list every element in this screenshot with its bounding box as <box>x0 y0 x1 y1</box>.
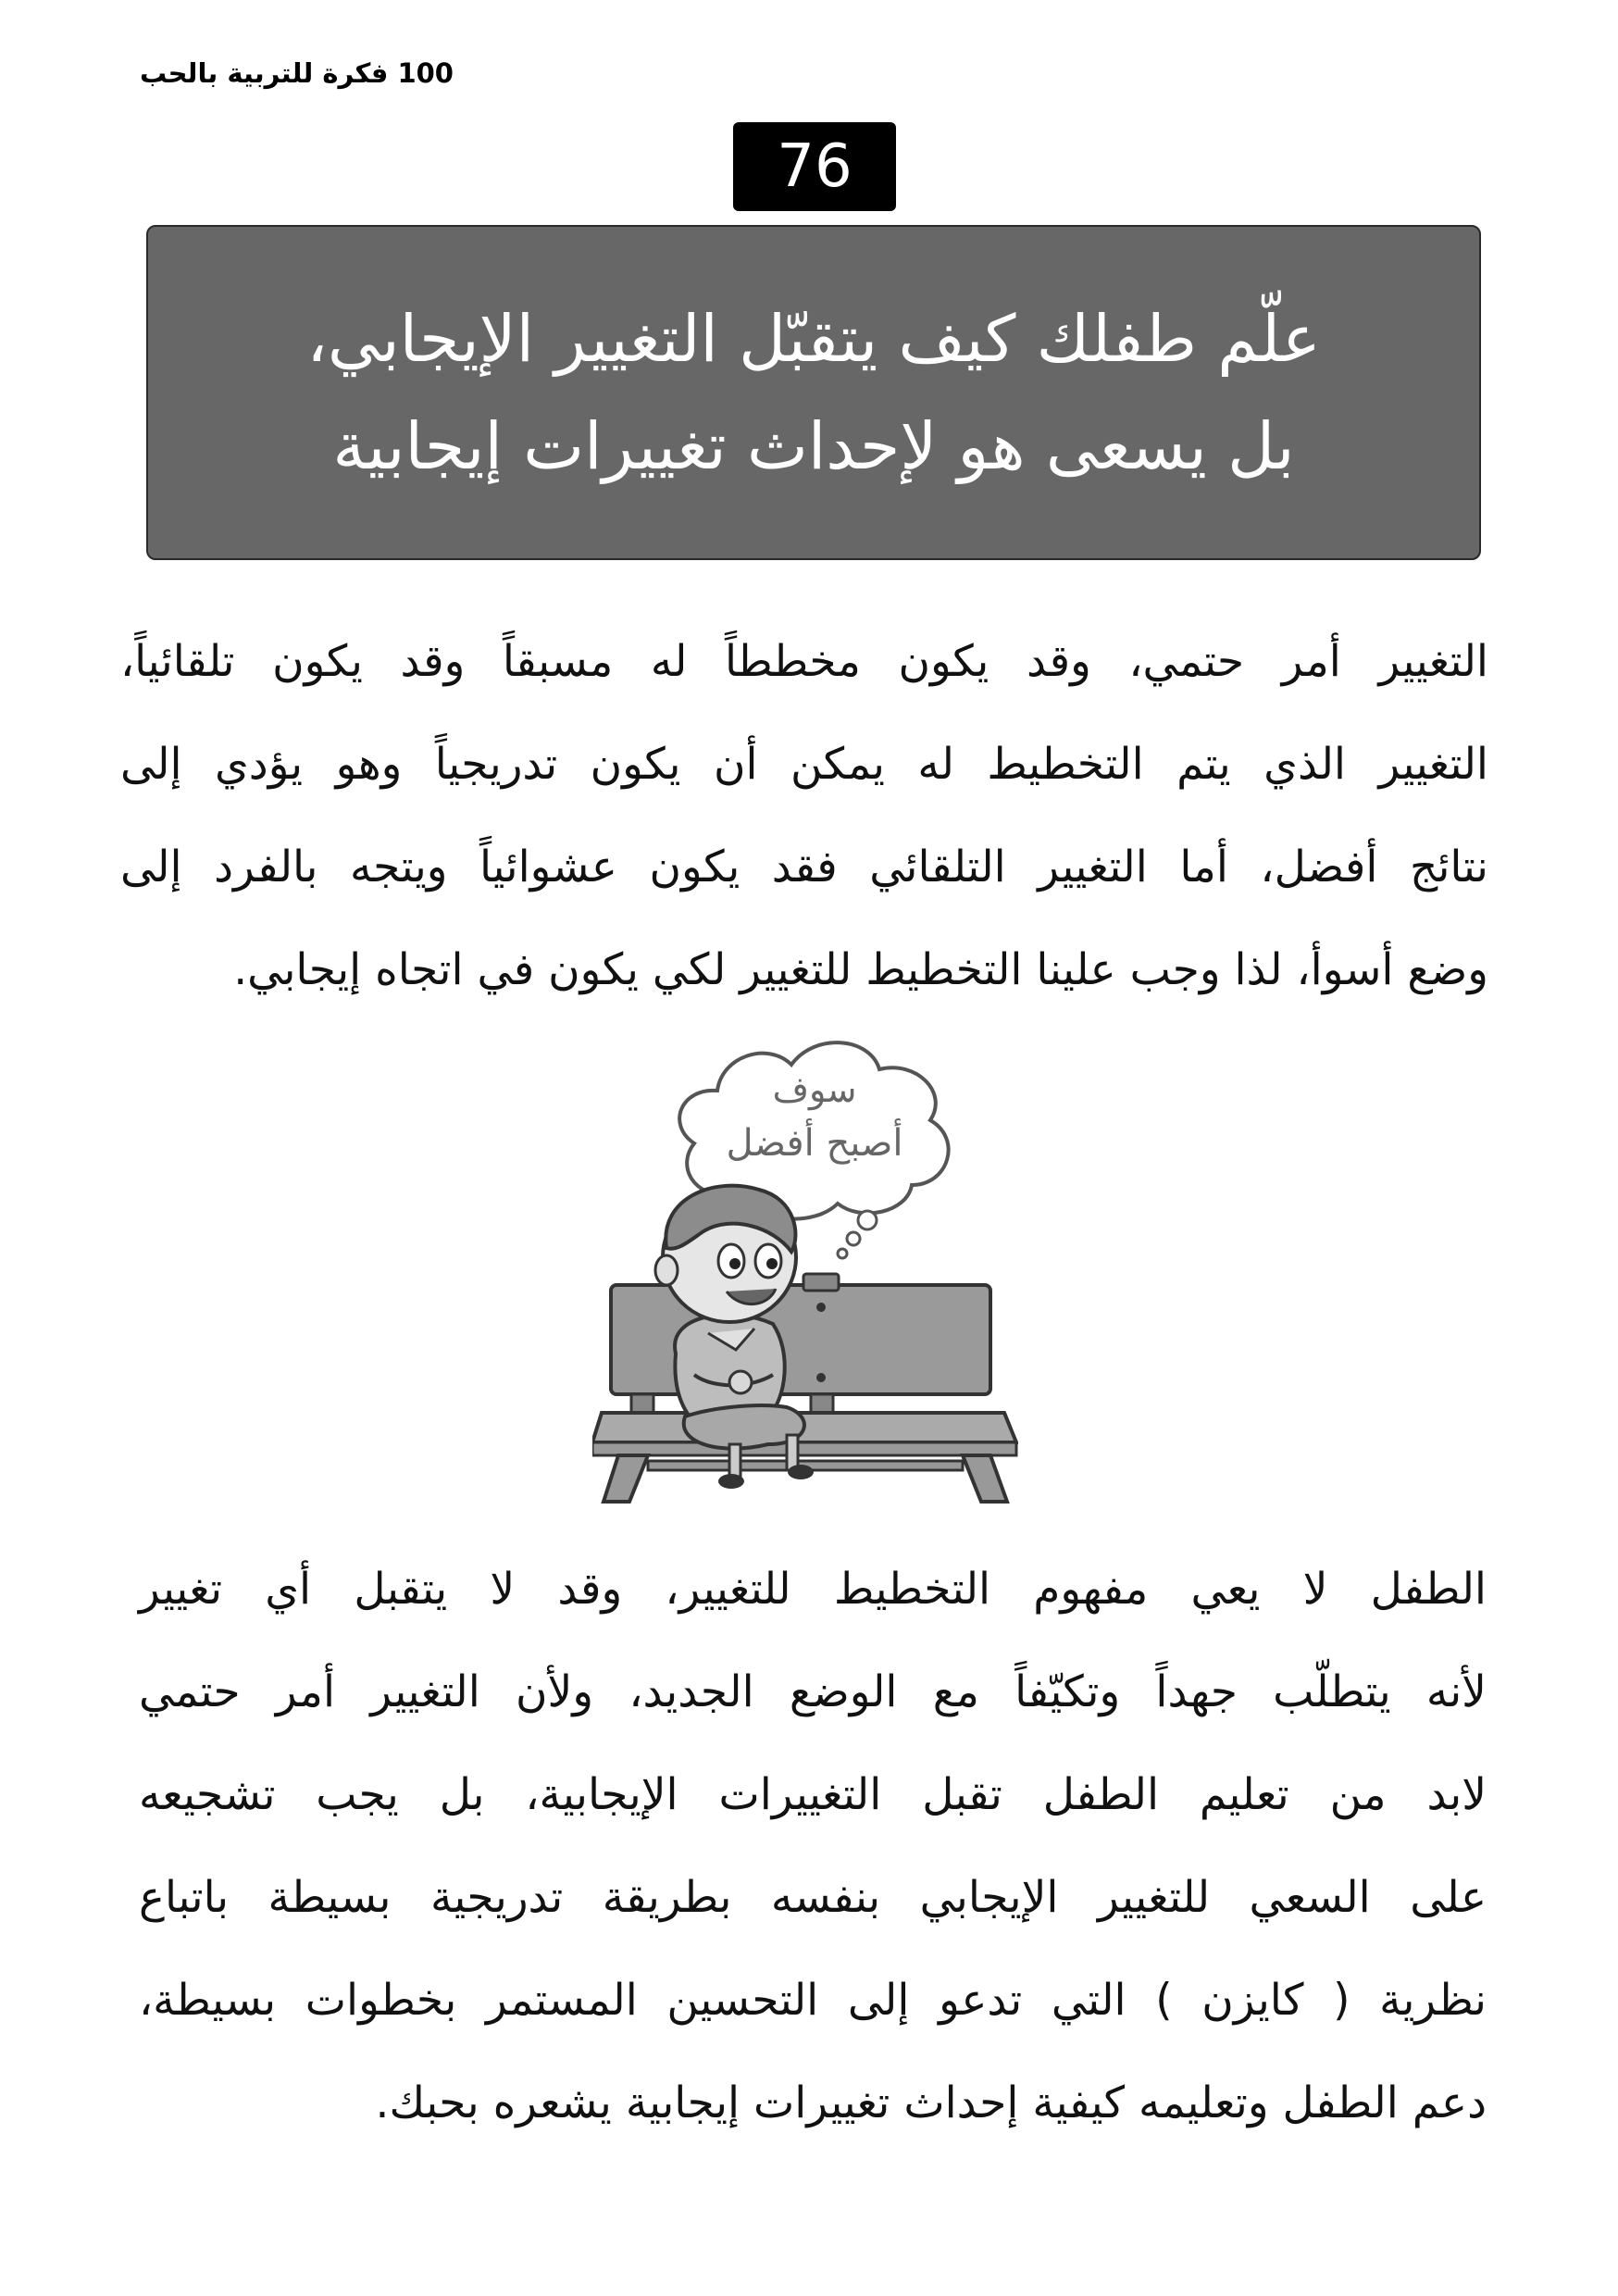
paragraph-line: التغيير الذي يتم التخطيط له يمكن أن يكون تدريجياً وهو يؤدي إلى <box>120 739 1488 790</box>
paragraph-line: نتائج أفضل، أما التغيير التلقائي فقد يكون عشوائياً ويتجه بالفرد إلى <box>120 842 1488 892</box>
thought-text-line-1: سوف <box>772 1069 857 1110</box>
thought-text-line-2: أصبح أفضل <box>726 1122 903 1165</box>
boy-on-bench-illustration <box>592 1009 1018 1509</box>
paragraph-line: على السعي للتغيير الإيجابي بنفسه بطريقة تدريجية بسيطة باتباع <box>139 1872 1487 1923</box>
idea-number-badge: 76 <box>733 122 896 211</box>
paragraph-line: لابد من تعليم الطفل تقبل التغييرات الإيجابية، بل يجب تشجيعه <box>139 1769 1487 1820</box>
running-head: 100 فكرة للتربية بالحب <box>139 57 454 89</box>
intro-paragraph <box>120 610 1488 1021</box>
paragraph-line: لأنه يتطلّب جهداً وتكيّفاً مع الوضع الجديد، ولأن التغيير أمر حتمي <box>139 1666 1487 1717</box>
title-banner <box>146 225 1481 560</box>
paragraph-line: دعم الطفل وتعليمه كيفية إحداث تغييرات إيجابية يشعره بحبك. <box>375 2078 1487 2128</box>
paragraph-line: نظرية ( كايزن ) التي تدعو إلى التحسين المستمر بخطوات بسيطة، <box>139 1975 1487 2026</box>
title-line-2: بل يسعى هو لإحداث تغييرات إيجابية <box>332 408 1295 484</box>
body-paragraph <box>139 1538 1487 2154</box>
paragraph-line: وضع أسوأ، لذا وجب علينا التخطيط للتغيير لكي يكون في اتجاه إيجابي. <box>233 944 1488 995</box>
title-line-1: علّم طفلك كيف يتقبّل التغيير الإيجابي، <box>306 301 1321 377</box>
paragraph-line: الطفل لا يعي مفهوم التخطيط للتغيير، وقد لا يتقبل أي تغيير <box>139 1564 1487 1615</box>
paragraph-line: التغيير أمر حتمي، وقد يكون مخططاً له مسبقاً وقد يكون تلقائياً، <box>120 636 1488 687</box>
